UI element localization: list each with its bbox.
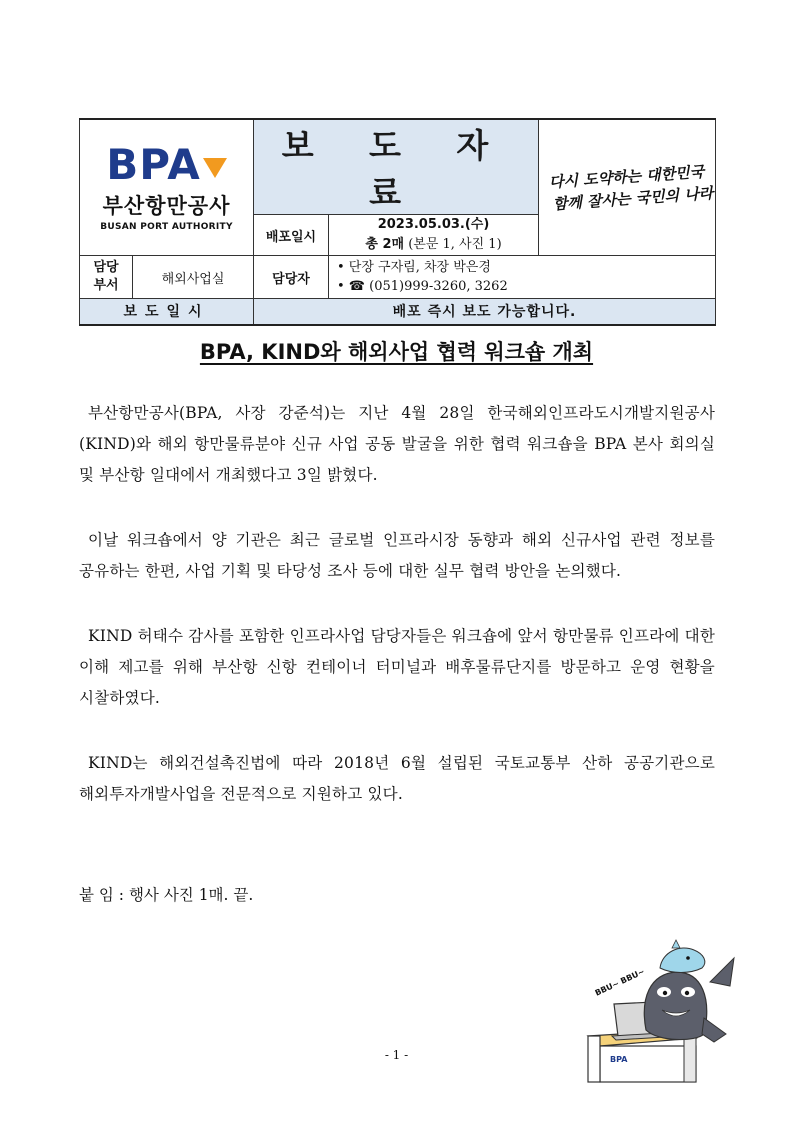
slogan-cell [539,119,716,256]
contact-info [329,256,716,299]
distribution-info [329,215,539,256]
release-time-value: 배포 즉시 보도 가능합니다. [254,299,716,325]
department-value: 해외사업실 [161,271,225,287]
mascot-desk-label: BPA [610,1055,628,1064]
logo-english-name: BUSAN PORT AUTHORITY [100,221,233,232]
mascot-small-dolphin [660,940,705,973]
department-label-line-2: 부서 [93,278,119,293]
contact-label: 담당자 [254,256,329,299]
logo-korean-name: 부산항만공사 [102,193,231,218]
distribution-label: 배포일시 [254,215,329,256]
press-release-title: 보 도 자 료 [254,119,539,215]
release-time-label: 보도일시 [80,299,254,325]
slogan-line-2: 함께 잘사는 국민의 나라 [552,183,714,213]
contact-line-2: • ☎ (051)999-3260, 3262 [337,279,508,294]
headline-text: BPA, KIND와 해외사업 협력 워크숍 개최 [199,340,594,364]
department-cell [80,256,254,299]
attachment-note: 붙 임 : 행사 사진 1매. 끝. [79,886,254,904]
paragraph: KIND 허태수 감사를 포함한 인프라사업 담당자들은 워크숍에 앞서 항만물류 인프라에 대한 이해 제고를 위해 부산항 신항 컨테이너 터미널과 배후물류단지를 방문하고 운영 현황을 시찰하였다. [79,627,715,707]
mascot-speech: BBU~ BBU~ [593,966,647,998]
paragraph: 부산항만공사(BPA, 사장 강준석)는 지난 4월 28일 한국해외인프라도시개발지원공사(KIND)와 해외 항만물류분야 신규 사업 공동 발굴을 위한 협력 워크숍을 BPA 본사 회의실 및 부산항 일대에서 개최했다고 3일 밝혔다. [79,404,715,484]
paragraph: KIND는 해외건설촉진법에 따라 2018년 6월 설립된 국토교통부 산하 공공기관으로 해외투자개발사업을 전문적으로 지원하고 있다. [79,754,715,803]
logo-triangle-icon [203,156,227,178]
paragraph: 이날 워크숍에서 양 기관은 최근 글로벌 인프라시장 동향과 해외 신규사업 관련 정보를 공유하는 한편, 사업 기획 및 타당성 조사 등에 대한 실무 협력 방안을 논의했다. [79,531,715,580]
department-label-line-1: 담당 [93,260,119,275]
logo-letters: BPA [106,139,201,189]
government-slogan [540,160,713,216]
bpa-logo [80,139,253,232]
page-count-detail: (본문 1, 사진 1) [408,237,502,252]
slogan-line-1: 다시 도약하는 대한민국 [548,162,705,191]
press-release-header [79,118,716,326]
article-body [79,398,715,844]
department-label [80,256,133,298]
distribution-date: 2023.05.03.(수) [377,217,490,232]
logo-cell [80,119,254,256]
headline [0,336,793,366]
page-count [329,235,538,255]
mascot-illustration [584,938,739,1088]
page-count-total: 총 2매 [365,237,405,252]
page-number: - 1 - [384,1048,409,1062]
contact-line-1: • 단장 구자림, 차장 박은경 [337,260,491,275]
